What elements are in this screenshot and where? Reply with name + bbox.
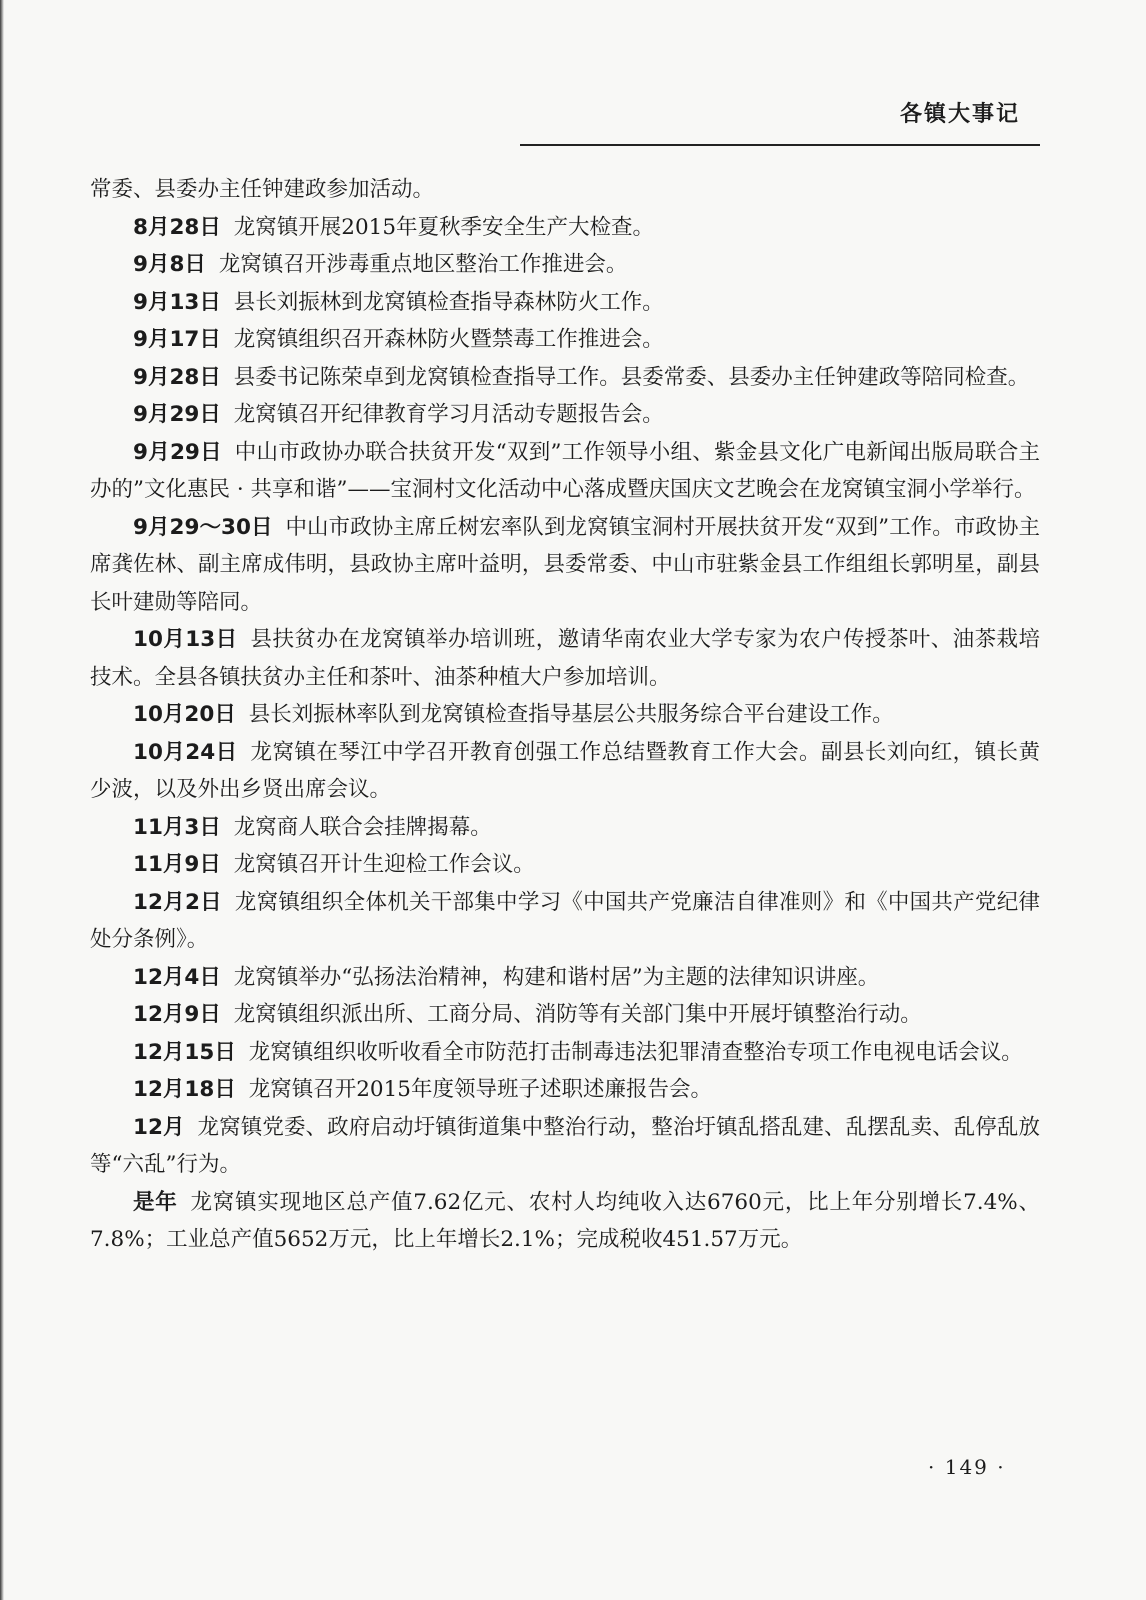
entry-date: 12月15日 <box>133 1039 236 1065</box>
entry-date: 12月18日 <box>133 1077 236 1102</box>
entry-text: 县长刘振林率队到龙窝镇检查指导基层公共服务综合平台建设工作。 <box>248 702 894 727</box>
entry-date: 12月4日 <box>133 964 221 990</box>
entry-text: 县扶贫办在龙窝镇举办培训班，邀请华南农业大学专家为农户传授茶叶、油茶栽培技术。全县各镇扶贫办主任和茶叶、油茶种植大户参加培训。 <box>90 627 1040 690</box>
entry-date: 9月8日 <box>133 252 206 277</box>
entry-text: 龙窝镇组织召开森林防火暨禁毒工作推进会。 <box>233 327 664 352</box>
entry-date: 8月28日 <box>133 214 221 240</box>
entry-text: 龙窝镇在琴江中学召开教育创强工作总结暨教育工作大会。副县长刘向红，镇长黄少波，以及外出乡贤出席会议。 <box>90 739 1040 802</box>
entry-date: 12月 <box>133 1114 185 1140</box>
chronicle-entry <box>90 1109 1040 1184</box>
scan-edge <box>0 0 4 1600</box>
chronicle-entry <box>90 321 1040 359</box>
entry-date: 12月9日 <box>133 1002 221 1027</box>
chronicle-entry <box>90 621 1040 696</box>
entry-date: 12月2日 <box>133 889 222 915</box>
entry-text: 龙窝镇党委、政府启动圩镇街道集中整治行动，整治圩镇乱搭乱建、乱摆乱卖、乱停乱放等“六乱”行为。 <box>90 1114 1040 1177</box>
entry-date: 11月3日 <box>133 814 221 840</box>
chronicle-entry <box>90 434 1040 509</box>
chronicle-entry <box>90 1071 1040 1109</box>
entry-text: 龙窝镇实现地区总产值7.62亿元、农村人均纯收入达6760元，比上年分别增长7.4%、7.8%；工业总产值5652万元，比上年增长2.1%；完成税收451.57万元。 <box>90 1189 1040 1252</box>
running-header-title: 各镇大事记 <box>900 102 1021 127</box>
entry-text: 县长刘振林到龙窝镇检查指导森林防火工作。 <box>233 289 664 315</box>
entry-text: 龙窝镇举办“弘扬法治精神，构建和谐村居”为主题的法律知识讲座。 <box>233 964 880 990</box>
entry-text: 龙窝镇组织派出所、工商分局、消防等有关部门集中开展圩镇整治行动。 <box>233 1002 922 1027</box>
chronicle-entry <box>90 284 1040 322</box>
chronicle-entry <box>90 509 1040 622</box>
entry-date: 9月29日 <box>133 439 222 465</box>
entry-date: 10月24日 <box>133 739 238 765</box>
chronicle-entry <box>90 246 1040 284</box>
chronicle-entry <box>90 1184 1040 1259</box>
chronicle-entry <box>90 396 1040 434</box>
entry-text: 龙窝镇召开计生迎检工作会议。 <box>233 852 535 877</box>
entry-date: 9月28日 <box>133 364 221 390</box>
entry-date: 是年 <box>133 1189 178 1215</box>
entry-date: 9月13日 <box>133 289 221 315</box>
continued-paragraph: 常委、县委办主任钟建政参加活动。 <box>90 177 435 202</box>
chronicle-entry <box>90 1034 1040 1072</box>
chronicle-entry <box>90 209 1040 247</box>
chronicle-entry <box>90 734 1040 809</box>
entry-date: 9月29～30日 <box>133 514 273 540</box>
entry-text: 龙窝镇开展2015年夏秋季安全生产大检查。 <box>233 214 654 240</box>
chronicle-body <box>90 171 1040 1259</box>
chronicle-entry <box>90 359 1040 397</box>
chronicle-entry <box>90 809 1040 847</box>
chronicle-entry <box>90 884 1040 959</box>
chronicle-entry <box>90 846 1040 884</box>
entry-date: 10月20日 <box>133 702 236 727</box>
page-number: · 149 · <box>928 1455 1006 1479</box>
header-rule <box>520 144 1040 146</box>
entry-text: 龙窝商人联合会挂牌揭幕。 <box>233 814 492 840</box>
entry-date: 9月29日 <box>133 402 221 427</box>
entry-text: 县委书记陈荣卓到龙窝镇检查指导工作。县委常委、县委办主任钟建政等陪同检查。 <box>233 364 1030 390</box>
entry-text: 中山市政协办联合扶贫开发“双到”工作领导小组、紫金县文化广电新闻出版局联合主办的”文化惠民 · 共享和谐”——宝洞村文化活动中心落成暨庆国庆文艺晚会在龙窝镇宝洞小学举行。 <box>90 439 1040 502</box>
entry-date: 9月17日 <box>133 327 221 352</box>
chronicle-entry <box>90 696 1040 734</box>
entry-text: 中山市政协主席丘树宏率队到龙窝镇宝洞村开展扶贫开发“双到”工作。市政协主席龚佐林、副主席成伟明，县政协主席叶益明，县委常委、中山市驻紫金县工作组组长郭明星，副县长叶建勋等陪同。 <box>90 514 1040 615</box>
entry-text: 龙窝镇召开2015年度领导班子述职述廉报告会。 <box>248 1077 712 1102</box>
entry-date: 10月13日 <box>133 627 238 652</box>
chronicle-entry <box>90 996 1040 1034</box>
entry-text: 龙窝镇召开纪律教育学习月活动专题报告会。 <box>233 402 664 427</box>
entry-date: 11月9日 <box>133 852 221 877</box>
entry-text: 龙窝镇组织收听收看全市防范打击制毒违法犯罪清查整治专项工作电视电话会议。 <box>248 1039 1023 1065</box>
chronicle-entry <box>90 959 1040 997</box>
entry-text: 龙窝镇召开涉毒重点地区整治工作推进会。 <box>218 252 628 277</box>
entry-text: 龙窝镇组织全体机关干部集中学习《中国共产党廉洁自律准则》和《中国共产党纪律处分条例》。 <box>90 889 1040 952</box>
